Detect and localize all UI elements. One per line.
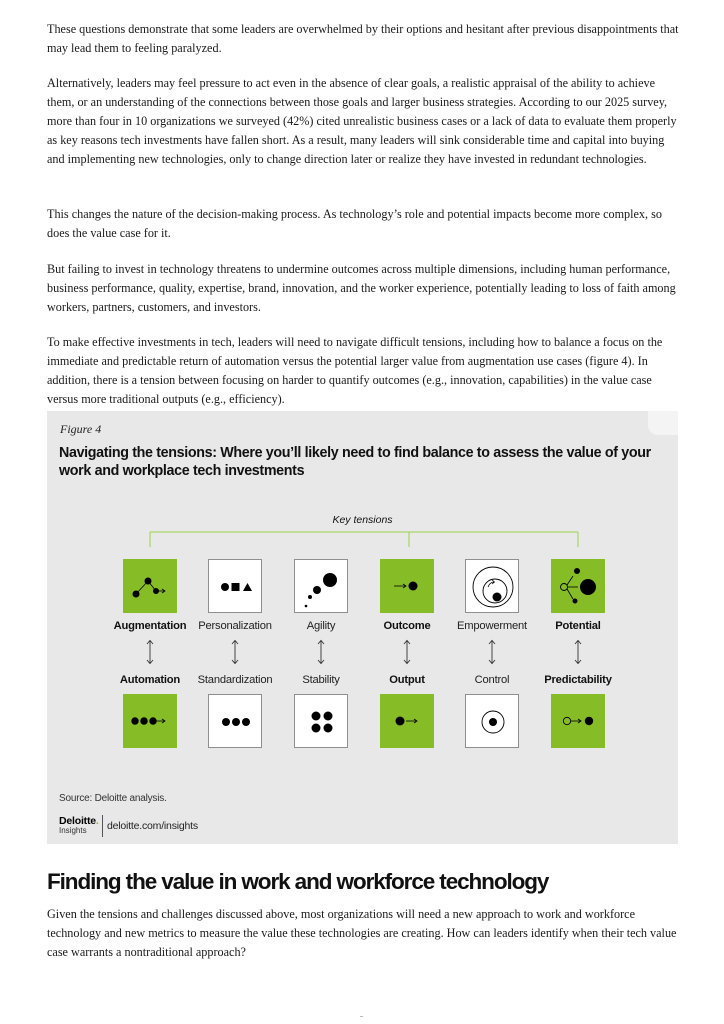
section-paragraph: Given the tensions and challenges discussed above, most organizations will need a new approach to work and workforce technology and new metrics to measure the value these technologies are creating. How can leaders identify when their tech value case warrants a nontraditional approach? — [47, 907, 677, 959]
label-control: Control — [474, 674, 510, 686]
paragraph-decision-making: This changes the nature of the decision-making process. As technology’s role and potential impacts become more complex, so does the value case for it. — [47, 207, 662, 240]
paragraph-pressure: Alternatively, leaders may feel pressure to act even in the absence of clear goals, a realistic appraisal of the ability to achieve them, or an understanding of the connections between those goals and larger business strategies. According to our 2025 survey, more than four in 10 organizations we surveyed (42%) cited unrealistic business cases or a lack of data to evaluate them properly as key reasons tech investments have fallen short. As a result, many leaders will sink considerable time and capital into buying and implementing new technologies, only to change direction later or realize they have invested in redundant technologies. — [47, 76, 677, 166]
label-predictability: Predictability — [544, 674, 612, 686]
double-arrow-icon — [402, 639, 412, 665]
empowerment-icon — [465, 559, 519, 613]
control-icon — [465, 694, 519, 748]
figure-title: Navigating the tensions: Where you’ll likely need to find balance to assess the value of your work and workplace tech investments — [59, 445, 651, 479]
label-empowerment: Empowerment — [457, 620, 527, 632]
label-personalization: Personalization — [198, 620, 272, 632]
label-automation: Automation — [119, 674, 181, 686]
double-arrow-icon — [145, 639, 155, 665]
paragraph-failing-to-invest: But failing to invest in technology threatens to undermine outcomes across multiple dimensions, including human performance, business performance, quality, expertise, brand, innovation, and the worker experience, potentially leading to loss of faith among workers, partners, customers, and investors. — [47, 262, 676, 314]
personalization-icon — [208, 559, 262, 613]
agility-icon — [294, 559, 348, 613]
label-standardization: Standardization — [197, 674, 273, 686]
output-icon — [380, 694, 434, 748]
label-outcome: Outcome — [383, 620, 431, 632]
double-arrow-icon — [487, 639, 497, 665]
standardization-icon — [208, 694, 262, 748]
figure-4-panel — [47, 411, 678, 844]
label-agility: Agility — [306, 620, 336, 632]
deloitte-insights-link[interactable]: deloitte.com/insights — [107, 820, 198, 832]
predictability-icon — [551, 694, 605, 748]
augmentation-icon — [123, 559, 177, 613]
potential-icon — [551, 559, 605, 613]
section-heading: Finding the value in work and workforce technology — [47, 869, 549, 894]
automation-icon — [123, 694, 177, 748]
page-marker — [360, 1016, 363, 1017]
insights-wordmark: Insights — [59, 826, 87, 835]
label-output: Output — [389, 674, 425, 686]
figure-label: Figure 4 — [60, 422, 102, 436]
key-tensions-bracket — [47, 411, 678, 561]
double-arrow-icon — [573, 639, 583, 665]
paragraph-tensions: To make effective investments in tech, leaders will need to navigate difficult tensions, including how to balance a focus on the immediate and predictable return of automation versus the potential larger value from augmentation use cases (figure 4). In addition, there is a tension between focusing on harder to quantify outcomes (e.g., innovation, capabilities) in the value case versus more traditional outputs (e.g., efficiency). — [47, 335, 663, 406]
double-arrow-icon — [316, 639, 326, 665]
outcome-icon — [380, 559, 434, 613]
label-stability: Stability — [302, 674, 340, 686]
stability-icon — [294, 694, 348, 748]
double-arrow-icon — [230, 639, 240, 665]
label-potential: Potential — [555, 620, 601, 632]
figure-source: Source: Deloitte analysis. — [59, 793, 167, 804]
deloitte-wordmark: Deloitte. — [59, 815, 99, 827]
paragraph-overwhelmed: These questions demonstrate that some leaders are overwhelmed by their options and hesitant after previous disappointments that may lead them to feeling paralyzed. — [47, 22, 679, 55]
label-augmentation: Augmentation — [113, 620, 187, 632]
logo-divider — [102, 815, 103, 837]
key-tensions-label: Key tensions — [332, 514, 393, 526]
